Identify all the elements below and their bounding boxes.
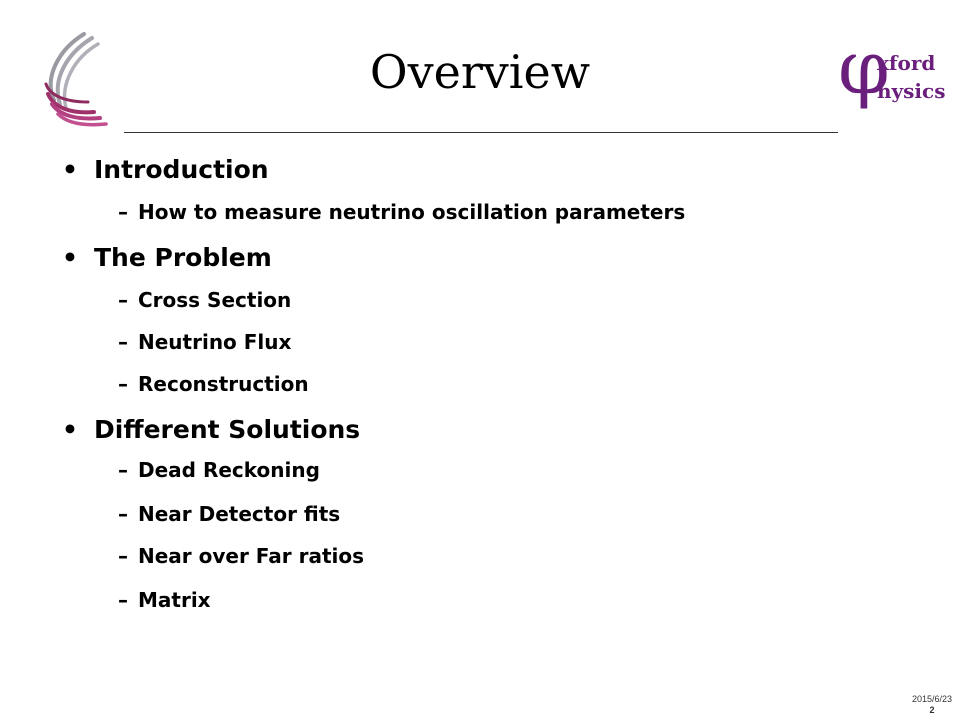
outline-subitem-label: Dead Reckoning xyxy=(138,458,320,482)
dash: – xyxy=(118,458,128,482)
dash: – xyxy=(118,502,128,526)
outline-item-label: Different Solutions xyxy=(94,415,361,444)
dash: – xyxy=(118,288,128,312)
bullet: • xyxy=(62,415,78,444)
footer-date: 2015/6/23 xyxy=(911,694,952,704)
oxford-physics-logo xyxy=(838,25,948,112)
phi-symbol: φ xyxy=(838,25,890,111)
outline-item-label: The Problem xyxy=(94,243,272,272)
bullet: • xyxy=(62,243,78,272)
outline-item-label: Introduction xyxy=(94,155,269,184)
logo-word-xford: xford xyxy=(877,51,936,75)
page-number: 2 xyxy=(929,705,935,715)
outline-subitem-label: Matrix xyxy=(138,588,211,612)
title-divider xyxy=(124,132,838,133)
dash: – xyxy=(118,372,128,396)
outline-subitem-label: Near Detector fits xyxy=(138,502,341,526)
dash: – xyxy=(118,200,128,224)
outline-subitem-label: Cross Section xyxy=(138,288,292,312)
bullet: • xyxy=(62,155,78,184)
logo-word-hysics: hysics xyxy=(877,79,946,103)
outline-subitem-label: Near over Far ratios xyxy=(138,544,365,568)
outline-subitem-label: Neutrino Flux xyxy=(138,330,292,354)
dash: – xyxy=(118,330,128,354)
dash: – xyxy=(118,544,128,568)
slide-footer xyxy=(912,694,952,716)
slide-title: Overview xyxy=(369,45,591,99)
dash: – xyxy=(118,588,128,612)
outline-subitem-label: How to measure neutrino oscillation parameters xyxy=(138,200,686,224)
outline-subitem-label: Reconstruction xyxy=(138,372,309,396)
